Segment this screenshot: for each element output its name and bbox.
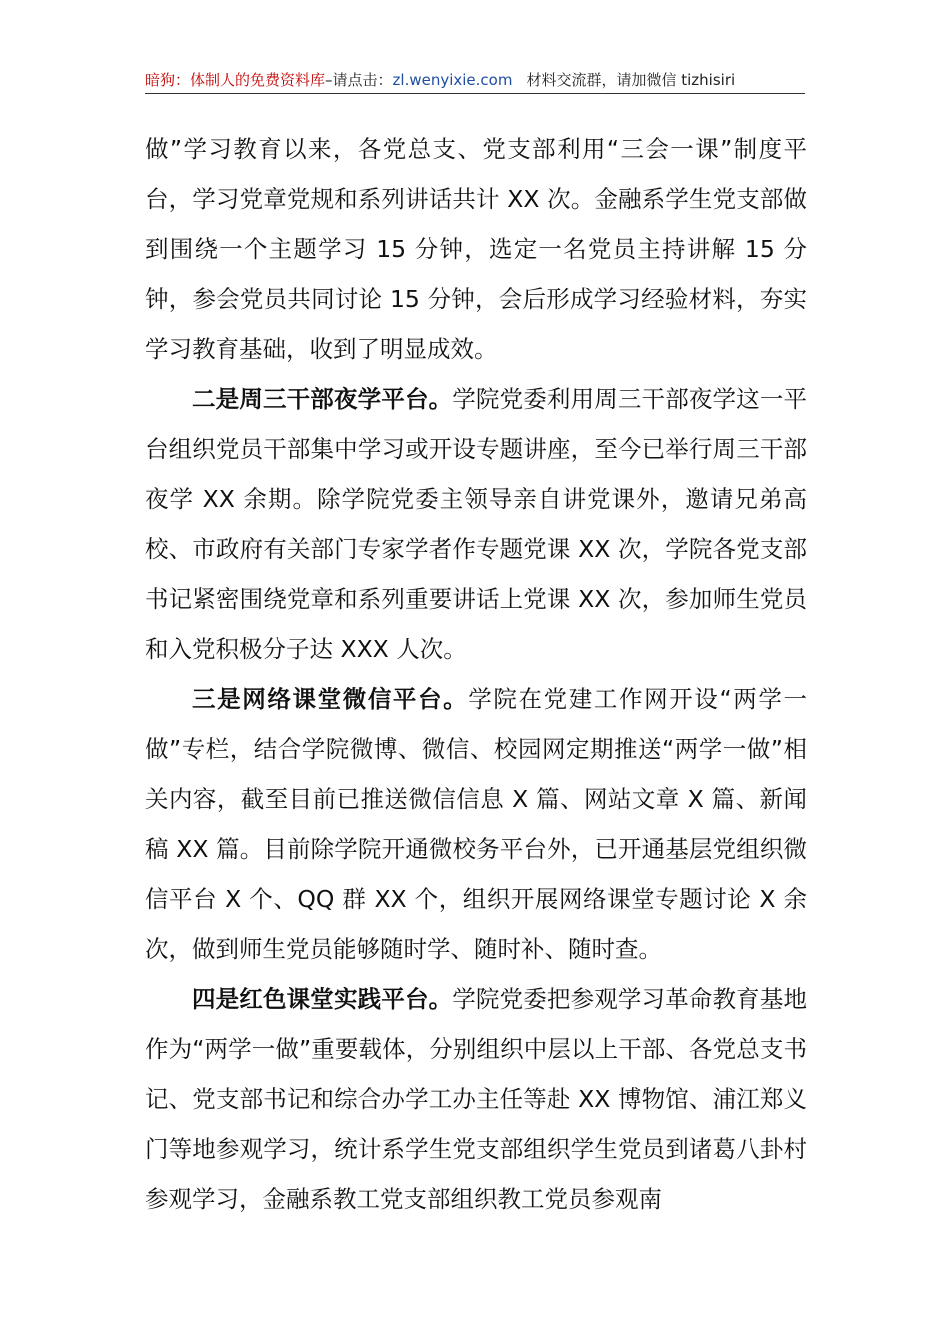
header-brand: 暗狗：体制人的免费资料库 <box>145 71 326 89</box>
paragraph-text: 学院党委把参观学习革命教育基地作为“两学一做”重要载体，分别组织中层以上干部、各党总支书记、党支部书记和综合办学工办主任等赴 XX 博物馆、浦江郑义门等地参观学习，统计系学生党支部组织学生党员到诸葛八卦村参观学习，金融系教工党支部组织教工党员参观南 <box>145 985 808 1213</box>
paragraph-text: 学院党委利用周三干部夜学这一平台组织党员干部集中学习或开设专题讲座，至今已举行周三干部夜学 XX 余期。除学院党委主领导亲自讲党课外，邀请兄弟高校、市政府有关部门专家学者作专题党课 XX 次，学院各党支部书记紧密围绕党章和系列重要讲话上党课 XX 次，参加师生党员和入党积极分子达 XXX 人次。 <box>145 385 808 663</box>
header-contact: 材料交流群，请加微信 tizhisiri <box>526 71 736 89</box>
page-header <box>145 70 805 94</box>
paragraph-lead: 四是红色课堂实践平台。 <box>192 985 453 1013</box>
header-link[interactable]: zl.wenyixie.com <box>392 71 513 89</box>
header-divider <box>145 93 805 94</box>
paragraph-wechat-platform <box>145 674 807 974</box>
paragraph-lead: 三是网络课堂微信平台。 <box>192 685 469 713</box>
paragraph-text: 学院在党建工作网开设“两学一做”专栏，结合学院微博、微信、校园网定期推送“两学一做”相关内容，截至目前已推送微信信息 X 篇、网站文章 X 篇、新闻稿 XX 篇。目前除学院开通微校务平台外，已开通基层党组织微信平台 X 个、QQ 群 XX 个，组织开展网络课堂专题讨论 X 余次，做到师生党员能够随时学、随时补、随时查。 <box>145 685 807 963</box>
paragraph-continuation <box>145 124 807 374</box>
paragraph-text: 做”学习教育以来，各党总支、党支部利用“三会一课”制度平台，学习党章党规和系列讲话共计 XX 次。金融系学生党支部做到围绕一个主题学习 15 分钟，选定一名党员主持讲解 15 分钟，参会党员共同讨论 15 分钟，会后形成学习经验材料，夯实学习教育基础，收到了明显成效。 <box>145 135 807 363</box>
header-separator: –请点击： <box>325 71 393 89</box>
paragraph-red-classroom <box>145 974 807 1224</box>
document-body <box>145 124 807 1224</box>
paragraph-evening-study <box>145 374 807 674</box>
paragraph-lead: 二是周三干部夜学平台。 <box>192 385 453 413</box>
